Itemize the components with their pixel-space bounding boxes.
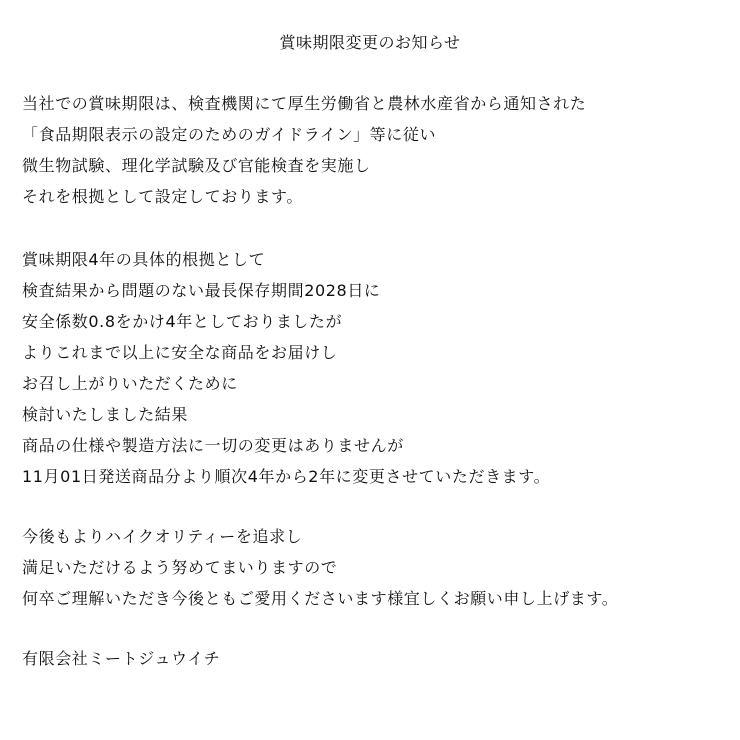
company-signature	[22, 643, 732, 674]
text-line: 何卒ご理解いただき今後ともご愛用くださいます様宜しくお願い申し上げます。	[22, 589, 619, 608]
text-line: 賞味期限4年の具体的根拠として	[22, 250, 266, 269]
text-line: お召し上がりいただくために	[22, 374, 238, 393]
notice-title: 賞味期限変更のお知らせ	[279, 33, 461, 52]
text-line: よりこれまで以上に安全な商品をお届けし	[22, 343, 338, 362]
text-line: 11月01日発送商品分より順次4年から2年に変更させていただきます。	[22, 467, 551, 486]
text-line: 商品の仕様や製造方法に一切の変更はありませんが	[22, 436, 404, 455]
text-line: 検討いたしました結果	[22, 405, 189, 424]
notice-paragraph-3	[22, 521, 732, 614]
text-line: 「食品期限表示の設定のためのガイドライン」等に従い	[22, 125, 437, 144]
text-line: 検査結果から問題のない最長保存期間2028日に	[22, 281, 381, 300]
notice-paragraph-2	[22, 244, 732, 492]
text-line: 満足いただけるよう努めてまいりますので	[22, 558, 338, 577]
text-line: 微生物試験、理化学試験及び官能検査を実施し	[22, 156, 371, 175]
text-line: 当社での賞味期限は、検査機関にて厚生労働省と農林水産省から通知された	[22, 94, 587, 113]
notice-paragraph-1	[22, 88, 732, 212]
company-name: 有限会社ミートジュウイチ	[22, 649, 221, 668]
text-line: 今後もよりハイクオリティーを追求し	[22, 527, 303, 546]
text-line: それを根拠として設定しております。	[22, 187, 303, 206]
text-line: 安全係数0.8をかけ4年としておりましたが	[22, 312, 343, 331]
